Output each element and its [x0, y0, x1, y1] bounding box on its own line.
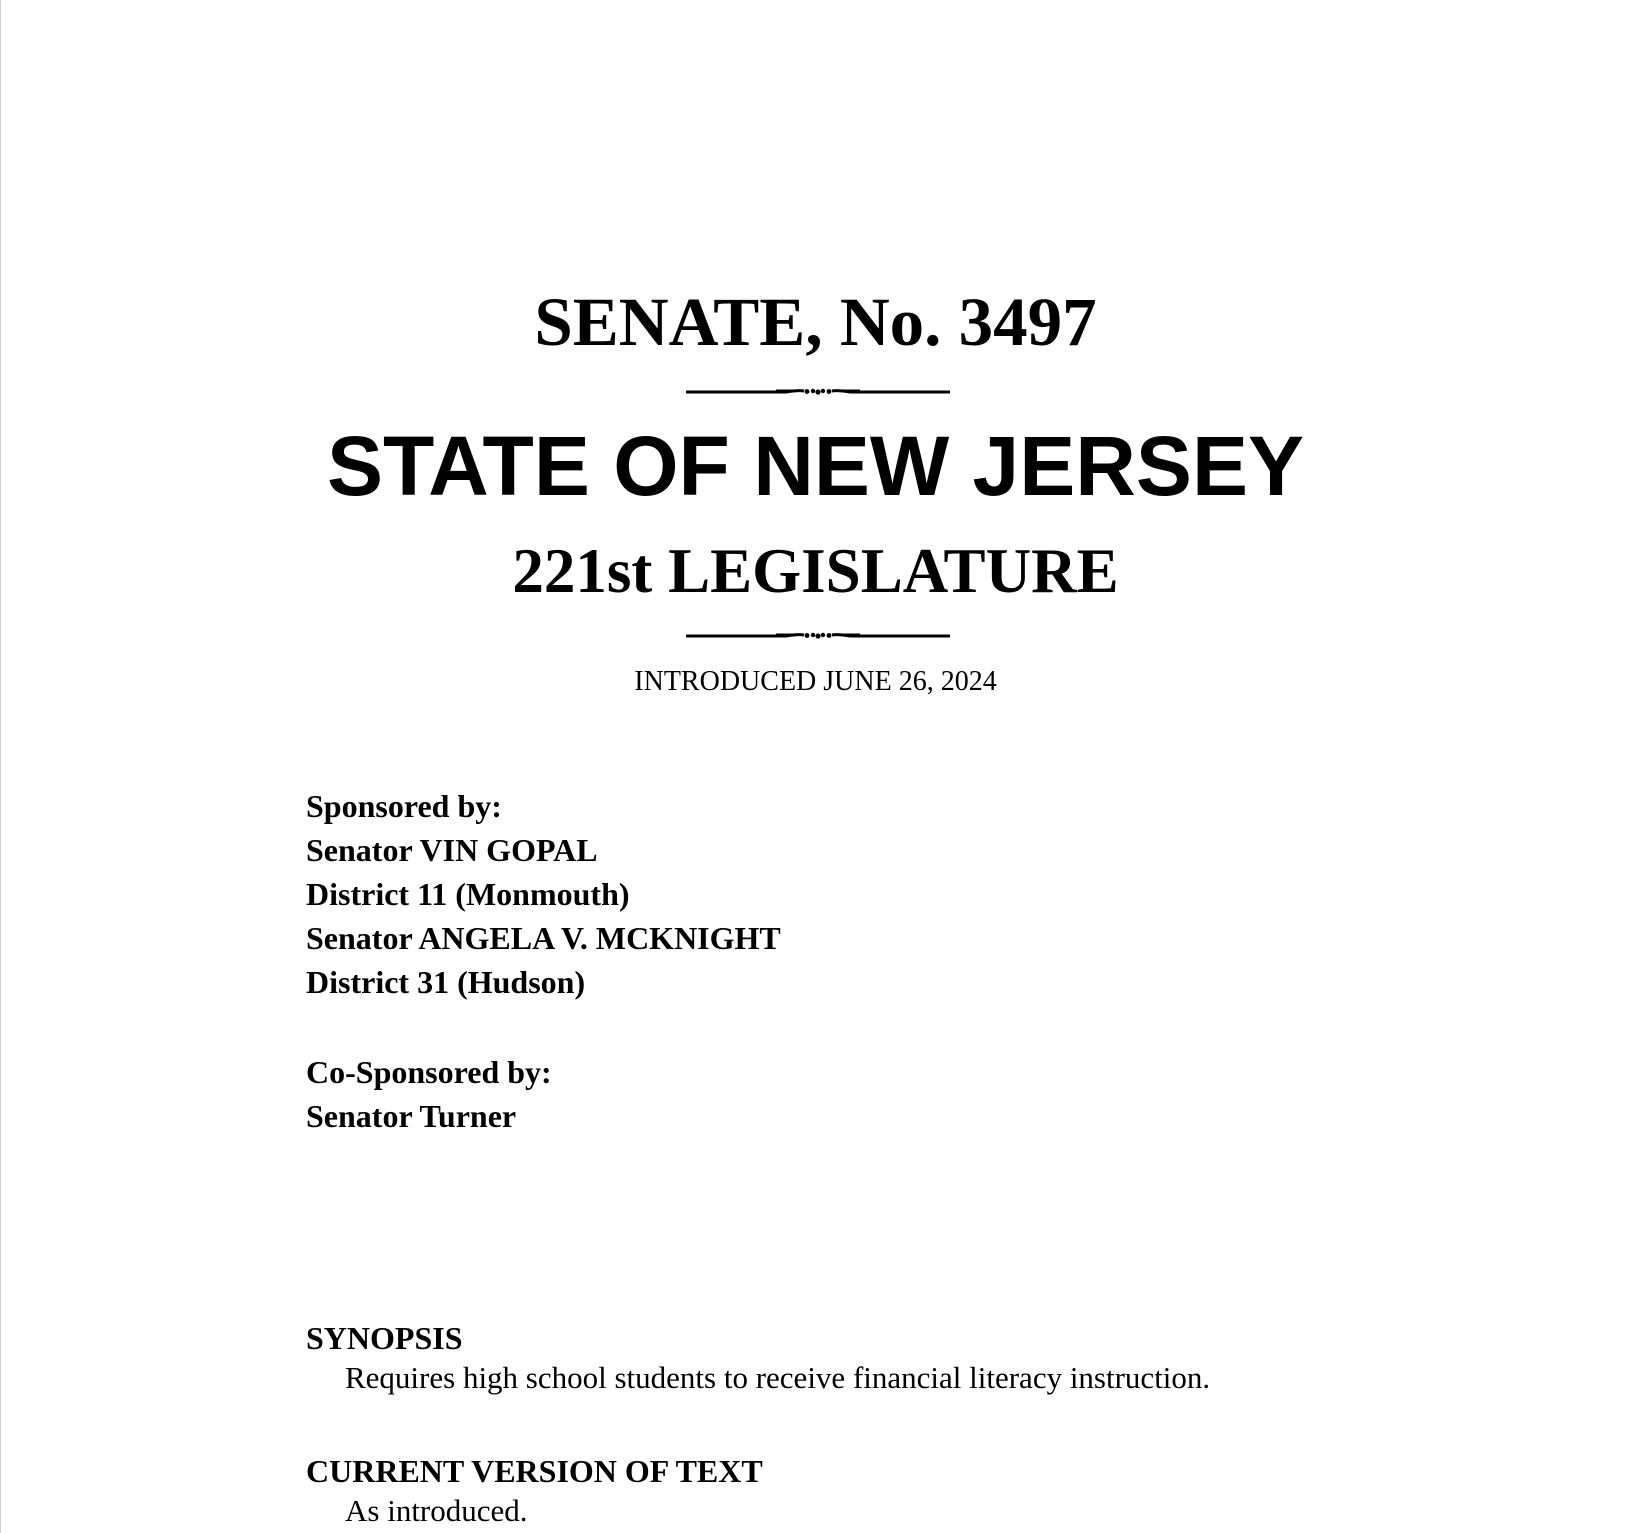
- legislature-title: 221st LEGISLATURE: [512, 536, 1119, 606]
- synopsis-heading: SYNOPSIS: [306, 1320, 463, 1356]
- cosponsors-heading: Co-Sponsored by:: [306, 1054, 552, 1090]
- sponsor-line: District 11 (Monmouth): [306, 876, 630, 912]
- sponsors-heading: Sponsored by:: [306, 788, 502, 824]
- sponsor-line: Senator ANGELA V. MCKNIGHT: [306, 920, 781, 956]
- current-version-text: As introduced.: [345, 1493, 528, 1528]
- cosponsor-line: Senator Turner: [306, 1098, 517, 1134]
- cosponsors-block: [306, 1050, 552, 1138]
- ornamental-divider: [686, 386, 950, 398]
- synopsis-text: Requires high school students to receive financial literacy instruction.: [345, 1360, 1211, 1395]
- introduced-date: INTRODUCED JUNE 26, 2024: [634, 666, 997, 697]
- current-version-section: [306, 1451, 763, 1531]
- synopsis-section: [306, 1318, 1210, 1398]
- sponsor-line: Senator VIN GOPAL: [306, 832, 598, 868]
- state-name: STATE OF NEW JERSEY: [327, 419, 1304, 513]
- current-version-heading: CURRENT VERSION OF TEXT: [306, 1453, 763, 1489]
- ornamental-divider: [686, 630, 950, 642]
- sponsors-block: [306, 784, 781, 1004]
- bill-number: SENATE, No. 3497: [534, 284, 1097, 360]
- sponsor-line: District 31 (Hudson): [306, 964, 586, 1000]
